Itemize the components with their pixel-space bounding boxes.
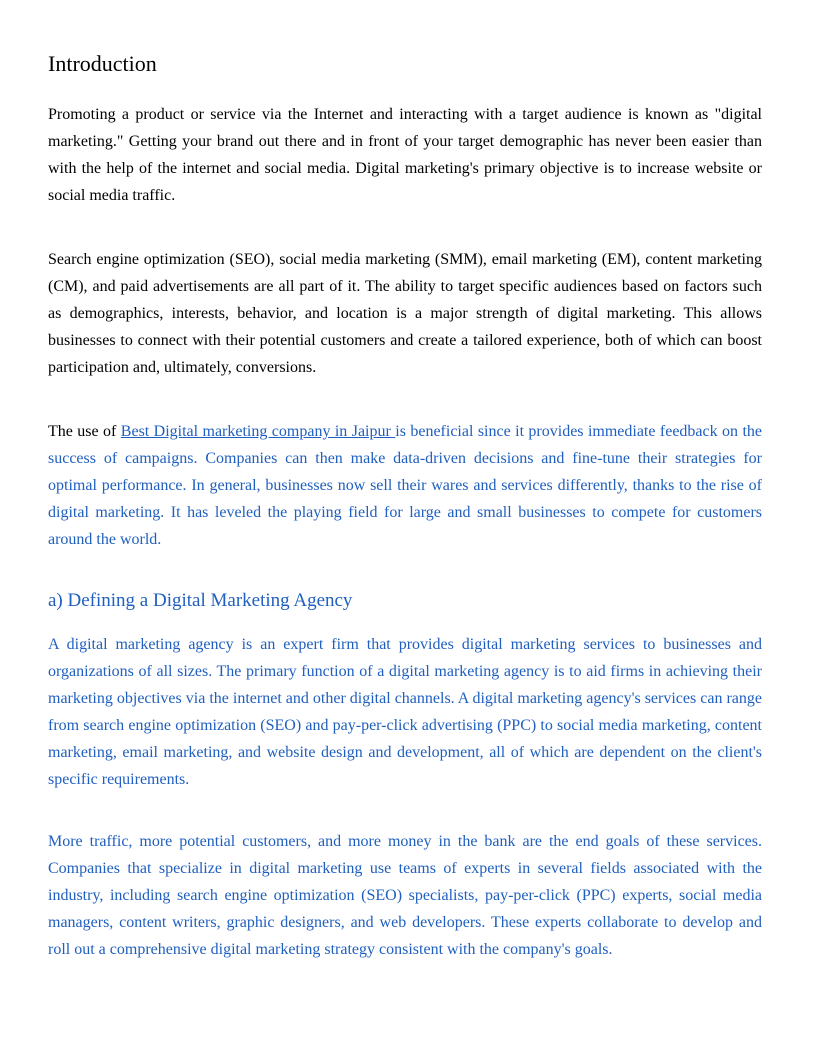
best-digital-marketing-link[interactable]: Best Digital marketing company in Jaipur (120, 423, 396, 440)
intro-paragraph-3 (48, 418, 762, 553)
introduction-heading: Introduction (48, 51, 157, 76)
section-a-paragraph-2: More traffic, more potential customers, and more money in the bank are the end goals of these services. Companies that specialize in digital marketing use teams of experts in several fields associated with the industry, including search engine optimization (SEO) specialists, pay-per-click (PPC) experts, social media managers, content writers, graphic designers, and web developers. These experts collaborate to develop and roll out a comprehensive digital marketing strategy consistent with the company's goals. (48, 833, 762, 958)
paragraph-3-suffix: is beneficial since it provides immediate feedback on the success of campaigns. Companies can then make data-driven decisions and fine-tune their strategies for optimal performance. In general, businesses now sell their wares and services differently, thanks to the rise of digital marketing. It has leveled the playing field for large and small businesses to compete for customers around the world. (48, 423, 763, 548)
paragraph-3-prefix: The use of (48, 423, 121, 440)
section-a-paragraph-1: A digital marketing agency is an expert firm that provides digital marketing services to businesses and organizations of all sizes. The primary function of a digital marketing agency is to aid firms in achieving their marketing objectives via the internet and other digital channels. A digital marketing agency's services can range from search engine optimization (SEO) and pay-per-click advertising (PPC) to social media marketing, content marketing, email marketing, and website design and development, all of which are dependent on the client's specific requirements. (48, 636, 762, 788)
intro-paragraph-1: Promoting a product or service via the Internet and interacting with a target audience is known as "digital marketing." Getting your brand out there and in front of your target demographic has never been easier than with the help of the internet and social media. Digital marketing's primary objective is to increase website or social media traffic. (48, 106, 762, 204)
intro-paragraph-2: Search engine optimization (SEO), social media marketing (SMM), email marketing (EM), content marketing (CM), and paid advertisements are all part of it. The ability to target specific audiences based on factors such as demographics, interests, behavior, and location is a major strength of digital marketing. This allows businesses to connect with their potential customers and create a tailored experience, both of which can boost participation and, ultimately, conversions. (48, 251, 762, 376)
section-a-heading: a) Defining a Digital Marketing Agency (48, 590, 353, 611)
